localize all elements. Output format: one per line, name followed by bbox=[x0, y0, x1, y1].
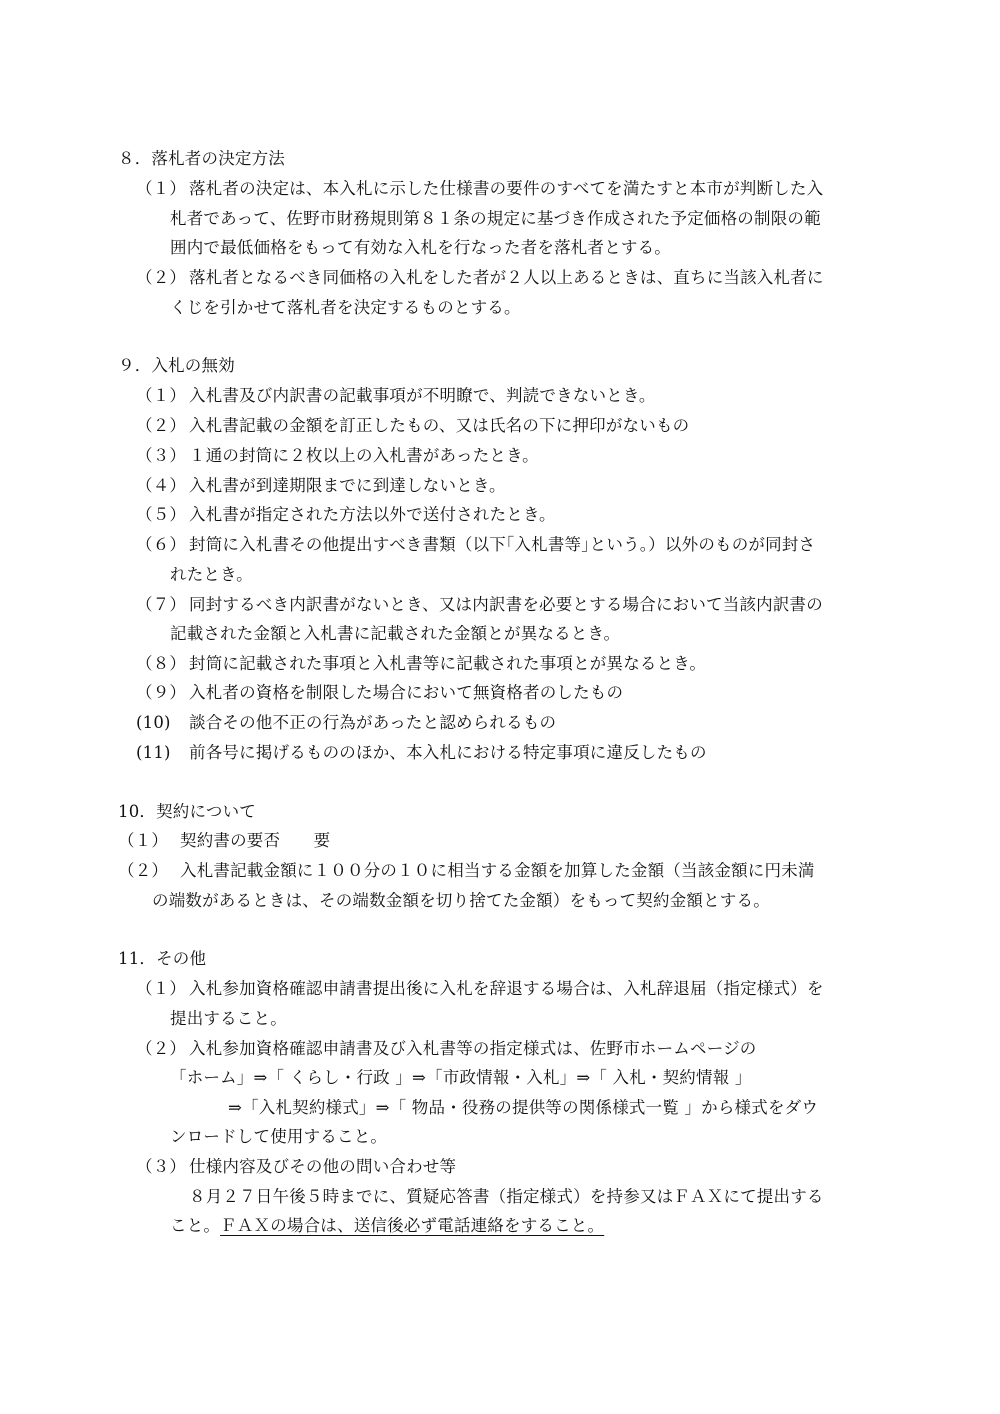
s9-item5-number: （５） bbox=[136, 505, 187, 524]
s9-item9-number: （９） bbox=[136, 683, 187, 702]
s9-item4-text: 入札書が到達期限までに到達しないとき。 bbox=[189, 476, 506, 495]
s11-item2-nav-path-1: 「ホーム」⇒「 くらし・行政 」⇒「市政情報・入札」⇒「 入札・契約情報 」 bbox=[170, 1068, 752, 1087]
s9-item10-text: 談合その他不正の行為があったと認められるもの bbox=[189, 713, 557, 732]
s9-item3-text: １通の封筒に２枚以上の入札書があったとき。 bbox=[189, 446, 539, 465]
s9-item9-text: 入札者の資格を制限した場合において無資格者のしたもの bbox=[189, 683, 624, 702]
s10-item2-number: （２） bbox=[118, 861, 169, 880]
s11-item3-line3-plain: こと。 bbox=[170, 1216, 221, 1235]
s8-item1-line1: 落札者の決定は、本入札に示した仕様書の要件のすべてを満たすと本市が判断した入 bbox=[189, 179, 824, 198]
s11-item1-line1: 入札参加資格確認申請書提出後に入札を辞退する場合は、入札辞退届（指定様式）を bbox=[189, 979, 824, 998]
s11-item3-number: （３） bbox=[136, 1157, 187, 1176]
s11-item1-line2: 提出すること。 bbox=[170, 1009, 287, 1028]
s8-item1-number: （１） bbox=[136, 179, 187, 198]
s9-item11-number: (11) bbox=[136, 743, 171, 762]
s11-item2-line4: ンロードして使用すること。 bbox=[170, 1127, 388, 1146]
s8-item2-line2: くじを引かせて落札者を決定するものとする。 bbox=[170, 298, 521, 317]
s8-item1-line2: 札者であって、佐野市財務規則第８１条の規定に基づき作成された予定価格の制限の範 bbox=[170, 209, 821, 228]
s9-item7-line1: 同封するべき内訳書がないとき、又は内訳書を必要とする場合において当該内訳書の bbox=[189, 595, 823, 614]
s10-item1-text: 契約書の要否 要 bbox=[180, 831, 331, 850]
s8-item2-number: （２） bbox=[136, 268, 187, 287]
section-8-heading: ８．落札者の決定方法 bbox=[118, 149, 285, 168]
fax-notice-underlined: ＦＡＸの場合は、送信後必ず電話連絡をすること。 bbox=[220, 1216, 605, 1235]
section-10-heading: 10．契約について bbox=[118, 802, 256, 821]
s9-item1-text: 入札書及び内訳書の記載事項が不明瞭で、判読できないとき。 bbox=[189, 386, 656, 405]
s10-item2-line2: の端数があるときは、その端数金額を切り捨てた金額）をもって契約金額とする。 bbox=[152, 891, 770, 910]
s9-item2-text: 入札書記載の金額を訂正したもの、又は氏名の下に押印がないもの bbox=[189, 416, 690, 435]
s9-item8-text: 封筒に記載された事項と入札書等に記載された事項とが異なるとき。 bbox=[189, 654, 707, 673]
s11-item3-line3 bbox=[170, 1211, 604, 1241]
s9-item7-number: （７） bbox=[136, 595, 187, 614]
s11-item3-line1: 仕様内容及びその他の問い合わせ等 bbox=[189, 1157, 457, 1176]
s10-item2-line1: 入札書記載金額に１００分の１０に相当する金額を加算した金額（当該金額に円未満 bbox=[180, 861, 815, 880]
s9-item2-number: （２） bbox=[136, 416, 187, 435]
section-9-heading: ９．入札の無効 bbox=[118, 356, 235, 375]
s11-item3-line2: ８月２７日午後５時までに、質疑応答書（指定様式）を持参又はＦＡＸにて提出する bbox=[189, 1187, 824, 1206]
section-11-heading: 11．その他 bbox=[118, 949, 207, 968]
s8-item2-line1: 落札者となるべき同価格の入札をした者が２人以上あるときは、直ちに当該入札者に bbox=[189, 268, 824, 287]
s9-item3-number: （３） bbox=[136, 446, 187, 465]
s9-item8-number: （８） bbox=[136, 654, 187, 673]
s9-item1-number: （１） bbox=[136, 386, 187, 405]
s9-item4-number: （４） bbox=[136, 476, 187, 495]
s9-item6-number: （６） bbox=[136, 535, 187, 554]
s9-item6-line2: れたとき。 bbox=[170, 565, 253, 584]
s11-item2-line1: 入札参加資格確認申請書及び入札書等の指定様式は、佐野市ホームページの bbox=[189, 1039, 757, 1058]
s9-item11-text: 前各号に掲げるもののほか、本入札における特定事項に違反したもの bbox=[189, 743, 707, 762]
s11-item2-nav-path-2: ⇒「入札契約様式」⇒「 物品・役務の提供等の関係様式一覧 」から様式をダウ bbox=[228, 1098, 819, 1117]
s9-item10-number: (10) bbox=[136, 713, 171, 732]
s9-item7-line2: 記載された金額と入札書に記載された金額とが異なるとき。 bbox=[170, 624, 621, 643]
s8-item1-line3: 囲内で最低価格をもって有効な入札を行なった者を落札者とする。 bbox=[170, 238, 671, 257]
s11-item2-number: （２） bbox=[136, 1039, 187, 1058]
s9-item5-text: 入札書が指定された方法以外で送付されたとき。 bbox=[189, 505, 556, 524]
s9-item6-line1: 封筒に入札書その他提出すべき書類（以下｢入札書等｣という。）以外のものが同封さ bbox=[189, 535, 816, 554]
s10-item1-number: （１） bbox=[118, 831, 169, 850]
s11-item1-number: （１） bbox=[136, 979, 187, 998]
